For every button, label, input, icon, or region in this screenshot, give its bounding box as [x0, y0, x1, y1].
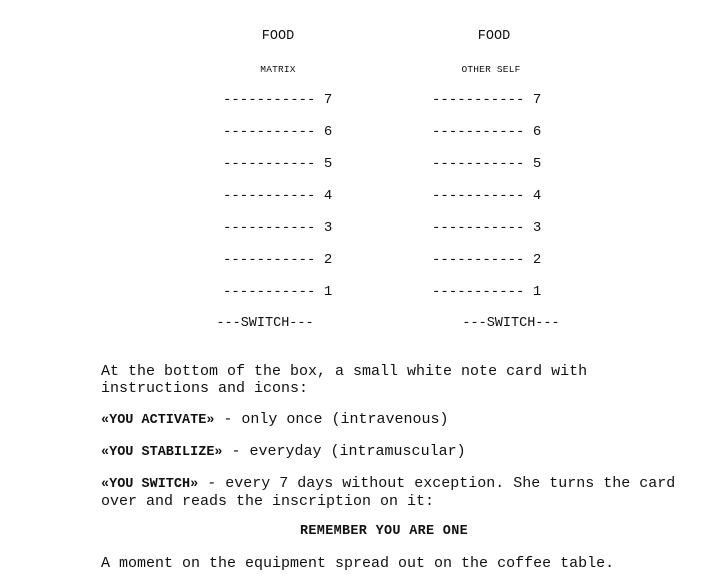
scale-dashes: ----------- [432, 284, 525, 300]
scale-number: 5 [532, 156, 542, 172]
right-column-heading: FOOD [477, 29, 511, 44]
scale-dashes: ----------- [223, 92, 316, 108]
action-line-1: At the bottom of the box, a small white note card with instructions and icons: [101, 363, 588, 397]
left-scale-row [223, 220, 332, 236]
scale-number: 7 [323, 92, 333, 108]
instruction-text: - everyday (intramuscular) [222, 443, 466, 460]
right-scale-row [432, 284, 541, 300]
scale-number: 6 [532, 124, 542, 140]
instruction-tag: «YOU ACTIVATE» [101, 413, 215, 428]
right-scale-row [432, 124, 541, 140]
scale-dashes: ----------- [223, 220, 316, 236]
instruction-tag: «YOU SWITCH» [101, 477, 199, 492]
left-column-heading: FOOD [261, 29, 295, 44]
scale-number: 2 [323, 252, 333, 268]
left-scale-row [223, 92, 332, 108]
scale-number: 2 [532, 252, 542, 268]
scale-number: 5 [323, 156, 333, 172]
left-scale-row [223, 124, 332, 140]
scale-number: 7 [532, 92, 542, 108]
scale-number: 4 [323, 188, 333, 204]
scale-dashes: ----------- [223, 156, 316, 172]
right-scale-row [432, 156, 541, 172]
scale-number: 6 [323, 124, 333, 140]
left-scale-row [223, 156, 332, 172]
right-scale-row [432, 220, 541, 236]
scale-dashes: ----------- [223, 124, 316, 140]
right-switch-label: ---SWITCH--- [462, 316, 560, 331]
instruction-tag: «YOU STABILIZE» [101, 445, 223, 460]
left-switch-label: ---SWITCH--- [216, 316, 314, 331]
instruction-text: - only once (intravenous) [214, 411, 449, 428]
scale-dashes: ----------- [432, 220, 525, 236]
scale-dashes: ----------- [223, 252, 316, 268]
left-column-subheading: MATRIX [260, 64, 296, 75]
scale-dashes: ----------- [432, 156, 525, 172]
instruction-activate [101, 412, 681, 430]
scale-dashes: ----------- [223, 188, 316, 204]
scale-number: 1 [323, 284, 333, 300]
instruction-text: - every 7 days without exception. She turns the card over and reads the inscription on it: [101, 475, 676, 510]
right-scale-row [432, 252, 541, 268]
scale-dashes: ----------- [432, 188, 525, 204]
scale-dashes: ----------- [223, 284, 316, 300]
left-scale-row [223, 284, 332, 300]
right-scale-row [432, 188, 541, 204]
right-scale-row [432, 92, 541, 108]
scale-dashes: ----------- [432, 92, 525, 108]
scale-number: 4 [532, 188, 542, 204]
right-column-subheading: OTHER SELF [461, 64, 521, 75]
scale-number: 3 [532, 220, 542, 236]
scale-number: 3 [323, 220, 333, 236]
left-scale-row [223, 188, 332, 204]
scale-dashes: ----------- [432, 252, 525, 268]
instruction-switch [101, 476, 676, 510]
left-scale-row [223, 252, 332, 268]
instruction-stabilize [101, 444, 681, 462]
action-line-2: A moment on the equipment spread out on the coffee table. [101, 555, 615, 572]
card-inscription: REMEMBER YOU ARE ONE [299, 524, 469, 539]
scale-dashes: ----------- [432, 124, 525, 140]
scale-number: 1 [532, 284, 542, 300]
